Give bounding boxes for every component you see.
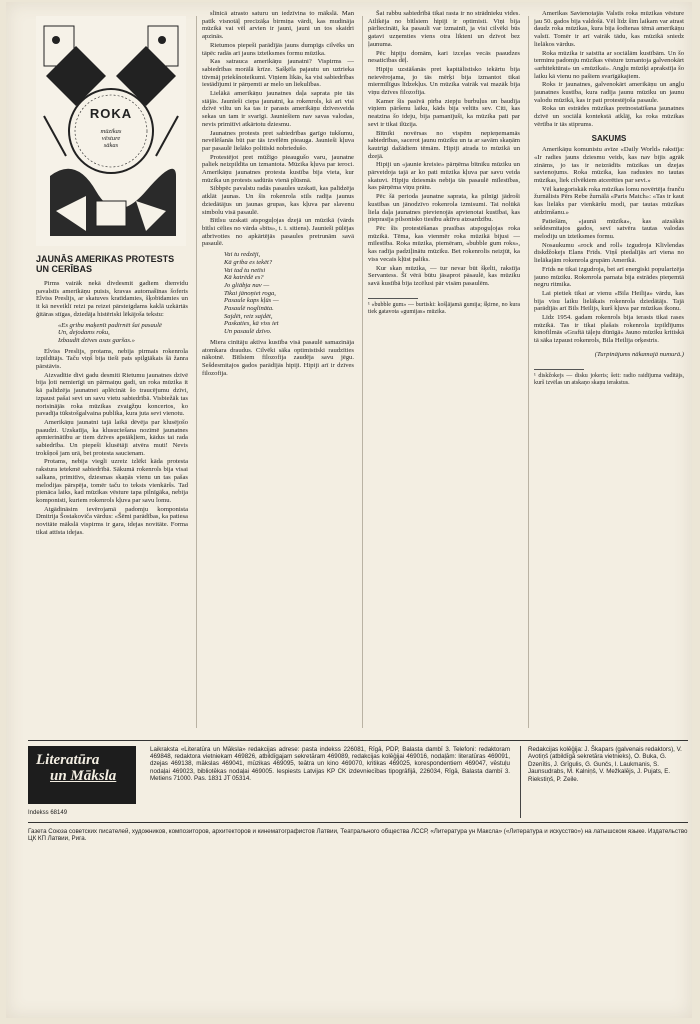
paragraph: Rietumos piepeši parādījās jauns dumpīgs cilvēks un tāpēc radās arī jauns izteiksmes formu mūzika. (202, 41, 354, 57)
illustration-caption-line: mūzikas (100, 128, 122, 135)
article-column-2 (202, 10, 354, 730)
poem-quote (58, 322, 188, 345)
footer-divider (28, 740, 688, 741)
paragraph: Atgādināsim ievērojamā padomju komponista Dmitrija Šostakoviča vārdus: «Šēmi parādības, ka patiesa novitāte mākslā vispirms ir gara, idejas novitāte. Forma tikai attīsta idejas. (36, 505, 188, 536)
paragraph: Miera cinītāju aktīva kustība visā pasaulē samazināja atomkara draudus. Cilvēki sāka optimistiski raudzīties nākotnē. Bītlsiem filozofija zaudēja savu jēgu. Sešdesmitajos gados parādījās hipiji. Hipiji arī ir dzīves filozofija. (202, 338, 354, 377)
paragraph: Hipiju uzstāšanās pret kapitālistisko iekārtu bija neievērojama, jo tās mērķi bija izmantot tikai miermīlīgus līdzekļus. Un mūzika vairāk vai mazāk bija viņu dzīves filozofija. (368, 65, 520, 97)
article-title: JAUNĀS AMERIKAS PROTESTS UN CERĪBAS (36, 254, 175, 274)
poem-line: Vai tad tu netīsi (224, 266, 266, 274)
paragraph: Lielākā amerikāņu jaunatnes daļa saprata pie tās stājās. Jaunieši ciepa jaunatni, ka rokenrols, kā ari visi dzīvē viltu un ka tas ir parasts amerikāņu dzīvesveida sekas un tam ir svarīgi. Jauniešiem nav savas valodas, nevis primitīvi atkārtotu dziesmu. (202, 90, 354, 128)
paragraph: Patiešām, «jaunā mūzika», kas aizsākās sešdesmitajos gados, sevī satvēra tautas valodas melodiju un izteiksmes formu. (534, 217, 684, 240)
paragraph: Pēc šīs protestēšanas prasības atspoguļojas roka mūzikā. Tēma, kas vienmēr roka mūzikā bijusi — mīlestība. Roka mūzika, piemēram, «bubble gum roks», kas radīja padziļinātu mūziku. Bet rokenrolis neizjūt, ka viss vecais kļūst paliks. (368, 224, 520, 263)
poem-line: Pasaule kaps kļūs — (224, 297, 279, 305)
paragraph: Vēl kategoriskāk roka mūzikas lomu novērtēja franču žurnālists Pērs Rebe žurnālā «Paris Match»: «Tas ir kaut kas lielāks par vienkāršu modi, par tautas mūzikas atdzimšanu.» (534, 185, 684, 216)
paragraph: Kas satrauca amerikāņu jaunatni? Vispirms — sabiedrības morālā krīze. Sašķēla pajautu un uztrieka tūvmāj priekšnoteikumi. Viņiem likās, ka visi sabiedrības iestādījumi ir pārņemti ar melo un liekulības. (202, 58, 354, 89)
logo-line: un Māksla (50, 768, 117, 784)
poem-line: Sajdēt, reiz sajdēt, (224, 312, 273, 320)
paragraph: Bītniki novērsas no vispēm nepieņemamās sabiedrības, sacerot jaunu mūziku un ta ar savām skaņām kautrīgi dažādiem tēmām. Hipiji atrada to mūzikā un dzejā. (368, 129, 520, 160)
paragraph: Šai rabbu sabiedrībā tikai rasta ir no strādnieku vides. Atlikēja no bītlsiem hipiji ir optimisti. Viņi bija pārliecināti, ka pasauli var izmainīt, ja visi cilvēki būs gatavi uzņemties viens otra likteni un dzīvot bez ļaunuma. (368, 10, 520, 48)
footnote-rule (368, 298, 418, 299)
footnote-rule (534, 369, 584, 370)
illustration-caption-line: vēsture (101, 135, 121, 142)
paragraph: Elviss Preslijs, protams, nebija pirmais rokenrola izpildītājs. Taču viņš bija tieši pats spilgtākais šā žanra pārstāvis. (36, 347, 188, 371)
paragraph: Kur skan mūzika, — tur nevar būt šķelti, rakstīja Servantess. Šī vērā būtu jāsaprot pāsaulē, kas mūziku savā kustībā bija izcēlusi pār visām pasaulēm. (368, 264, 520, 287)
poem-line: Kā griba es tekēt? (224, 258, 273, 266)
paragraph: Roka mūzika ir saistīta ar sociālām kustībām. Un šo terminu padomju mūzikas vēsture izmantoja galvenokārt «arhitektūrai» un «mūzikai». Angļu mūziķi aprakstīja šo laiku kā vienu no pašiem svarīgākajiem. (534, 49, 684, 80)
rock-illustration (36, 16, 186, 246)
paragraph: Protestējot pret mūžīgo pieaugušo varu, jaunatne paliek neizpildīta un izmantota. Mūzika kļuva par ieroci. Amerikāņu jaunatnes protesta kustība bija vieta, kur mūzika un protests sadūrās vienā plūsmā. (202, 153, 354, 184)
paragraph: Pēc hipiju domām, kari izceļas vecās paaudzes nesaticības dēļ. (368, 49, 520, 65)
paragraph: Roka un estrādes mūzikas pretnostatīšana jaunatnes dzīvē un sociālā kontekstā atklāj, ka roka mūzikas vērtība ir tās stiprums. (534, 105, 684, 128)
illustration-caption (36, 128, 186, 149)
paragraph: Roks ir jaunatnes, galvenokārt amerikāņu un angļu jaunatnes kustība, kura radīja jaunu mūziku un jaunu valodu mūzikā, kas ir pati protestējoša pasaule. (534, 81, 684, 104)
paragraph: Kamer šis pasīvā pirba ziepju burbuļus un baudīja viņiem pāršenu laiku, kāds bija veltīts sev. Citi, kas neatzina šo ideju, bija pamanījuši, ka mūzika pati par sevi ir tikai ilūzija. (368, 97, 520, 128)
article-column-4 (534, 10, 684, 730)
poem-line: Pasaulē noglināta. (224, 305, 274, 313)
paragraph: Aizvadītie divi gadu desmiti Rietumu jaunatnes dzīvē bija ļoti nemierīgi un pārmaiņu gadi, un roka mūzika it kā palīdzēja jaunatnei aplēcināt šo traucējumu dzīvi, izpaust pašai sevi un savu vietu sabiedrībā. Visbiežāk tas norisinājās roka mūzikas zvaigžņu koncertos, ko pavadīja tūkstošgalvaina publika, kura juta sevi vienotu. (36, 371, 188, 418)
footer-divider (28, 822, 688, 823)
column-rule (362, 16, 363, 728)
poem-line: Paskaties, kā viss iet (224, 320, 279, 328)
footnote: ¹ «bubble gum» — burtiski: košļājamā gumija; šķirne, no kura tiek gatavota «gumijas» mūzika. (368, 301, 520, 315)
publisher-line: Газета Союза советских писателей, художников, композиторов, архитекторов и кинематографистов Латвии, Театрального общества ЛССР, «Литература ун Максла» («Литература и искусство») на латышском языке. Издательство ЦК КП Латвии, Рига. (28, 828, 688, 843)
paragraph: Amerikāņu jaunatni tajā laikā dēvēja par klusējošo paaudzi. Uzskatīja, ka klusuciešana nozīmē jaunatnes apmierinātību ar tiem dzīves apstākļiem, kādus tai rada sabiedrība. Un piepeši klusētāji atvēra muti! Nevis trokšņoš jam urā, bet protesta saucienam. (36, 418, 188, 457)
paragraph: Sibbpēc pavalstu radās pasaules uzskati, kas palīdzēja atklāt jaunas. Un šis rokenrola stils radīja jaunus dziedātājus un jaunas grupas, kas kļuva par slavenu simbolu visā pasaulē. (202, 185, 354, 216)
poem-line: Vai tu redzēji, (224, 251, 261, 259)
poem-line: Un pasaulē dzīvo. (224, 328, 272, 336)
paragraph: Bītlsu uzskati atspoguļojas dzejā un mūzikā (vārds bītlsi cēlies no vārda «bīts», t. i. sitiens). Jaunieši pūlējas atbrīvoties no apkārtējās pasaules pretrunām savā pasaulē. (202, 217, 354, 248)
poem-line: Izbaudīt dzīves asas garšas.» (58, 336, 135, 344)
paragraph: Pēc šā perioda jaunatne saprata, ka pilnīgi jādroši kustības un jānodzīvo rokenrola izmisumi. Tai nolūkā liela daļa jaunatnes pievienojās apvienotai kustībai, kas pieprasīja pilsonisko tiesību aktīvu aizsardzību. (368, 193, 520, 224)
paragraph: Amerikāņu komunistu avīze «Daily World» rakstīja: «Ir radies jauns dziesmu veids, kas nav bijis agrāk zināms, jo tas ir neizrādīts mūzikas un dzejas savienojums. Roka mūzika, kas radusies no tautas mūzikas, liek cilvēkiem atcerēties par sevi.» (534, 146, 684, 185)
poem-line: Un, dejodams roku, (58, 329, 110, 337)
footnote: ¹ diskžokejs — disku jokeris; šeit: radio raidījuma vadītājs, kurš izvēlas un atskaņo skaņu ierakstus. (534, 372, 684, 386)
paragraph: Amerikas Savienotajās Valstīs roka mūzikas vēsture jau 50. gados bija valdošā. Vēl līdz šim laikam var atrast daudz roka mūzikas, kura bija šodienas tēmā amerikāņu valstī. Tomēr ir arī vairāk tādu, kas mūzikā sniedz lielākos vārdus. (534, 10, 684, 48)
poem-line: Tikai jānoņiet roga, (224, 289, 276, 297)
paragraph: Līdz 1954. gadam rokenrols bija ierasts tikai rases mūzikā. Tas ir tikai plašais rokenrola izpildījums kinofilmās «Graftā tāļeju dūnīgā» Jauno mūziku kritiskā tā sāka izpaust rokenrols, Bila Heilija orķestris. (534, 314, 684, 345)
article-column-3 (368, 10, 520, 730)
illustration-word: ROKA (89, 106, 133, 121)
section-heading: SAKUMS (591, 133, 627, 143)
paragraph: Pirms vairāk nekā divdesmit gadiem dienvidu pavalstīs amerikāņu puisis, kravas automašīnas šoferis Elviss Preslijs, ar skatuves kratīdamies, šķobīdamies un it kā neveiklī reizi pa reizei pārsteigdams kaklā uzkārtās ģitāras stīgas, dziedāja histēriski lēkājoša tekstu: (36, 280, 188, 318)
logo-line: Literatūra (36, 752, 100, 768)
index-code: Indekss 68149 (28, 810, 68, 816)
paragraph: Jaunatnes protests pret sabiedrības garīgo tukšumu, nevēlēšanās būt par tās izvēlēm pieauga. Jaunieši kļuva par pasaulē lielāko politiski nobriedušo. (202, 129, 354, 152)
newspaper-page (6, 2, 692, 1018)
column-rule (196, 16, 197, 728)
masthead-logo (28, 746, 136, 804)
illustration-caption-line: sākas (103, 142, 119, 149)
poem-quote (224, 251, 354, 336)
imprint-text: Laikraksta «Literatūra un Māksla» redakcijas adrese: pasta indekss 226081, Rīgā, PDP, Balasta dambī 3. Telefoni: redaktoram 469848, redaktora vietniekam 469826, atbildīgajam sekretāram 469089, redakcijas kolēģijai 469016, nodaļām: literatūras 469091, dzejas 469138, mākslas 469041, mūzikas 469095, teātra un kino 469070, kritikas 469025, korespondentiem 469047, vēstuļu nodaļai 469023, bibliotēkas nodaļai 469005. Iespiests Latvijas KP CK izdevniecības tipogrāfijā, 226034, Rīgā, Balasta dambī 3. Metiens 71000. Pas. 1831 JT 05314. (150, 746, 510, 782)
paragraph: Nosaukumu «rock and roll» izgudroja Klivlendas diskdžokejs Elans Frīds. Viņš piedalījās arī viena no lielākajām rokenrola grupām Amerikā. (534, 241, 684, 265)
imprint-rule (520, 746, 521, 818)
editorial-board: Redakcijas kolēģija: J. Škapars (galvenais redaktors), V. Avotiņš (atbildīgā sekretāra vietnieks), O. Buka, G. Dzenītis, J. Grīgulis, G. Gunčs, I. Laukmanis, S. Jaunsudrabs, M. Kalniņš, V. Mežkalējs, J. Pujats, E. Riekstiņš, P. Zeile. (528, 746, 682, 783)
poem-line: Jo gliābja nav — (224, 281, 270, 289)
paragraph: Hipiji un «jaunie kreisie» pārņēma bītniku mūziku un pārveidoja tajā ar ko pati mūzika kļuva par savu veida skatuvi. Hipiju dziesmās nebija tās pasaulē mīlestības, kas pārņēma viņu prātu. (368, 161, 520, 192)
poem-line: Kā katrēdē es? (224, 274, 264, 282)
continued-note: (Turpinājums nākamajā numurā.) (594, 350, 684, 358)
paragraph: Lai pietiek tikai ar vienu «Bila Heilija» vārdu, kas bija visu laiku lielākais rokenrola dziedātājs. Tajā parādījās arī Bils Heilijs, kurš kļuva par mūzikas ikonu. (534, 289, 684, 313)
paragraph: slīnicā atrasto saturu un iedzīvina to mākslā. Man patīk visnotāļ precīzāķa birmiņa vārdi, kas mudināja mūzikā vai vēl arvien ir jauni, jauni un tos skaidri apzinās. (202, 10, 354, 41)
imprint-block (28, 746, 688, 978)
article-column-1 (36, 10, 188, 730)
paragraph: Frīds ne tikai izgudroja, bet arī energiski popularizēja jauno mūziku. Rokenrola pamata bija estrādes pieņemtā negru ritmika. (534, 265, 684, 289)
paragraph: Protams, nebija viegli uzreiz izlēkt kāda protesta rakstura ietekmē sabiedrībā. Sākumā rokenrols bija visai salkans, primitīvs, dziesmas skaņās vienu un tas pašas melodijas pārspēja, tomēr taču to teksts vienkāršs. Tad pienāca laiks, kad mūzikas vēsture tapa pilnīgāka, nebija komponisti, kuriem rokenrols kļuva par savu lomu. (36, 458, 188, 504)
poem-line: «Es gribu maķenīt padirnēt šai pasaulē (58, 321, 162, 329)
column-rule (528, 16, 529, 728)
